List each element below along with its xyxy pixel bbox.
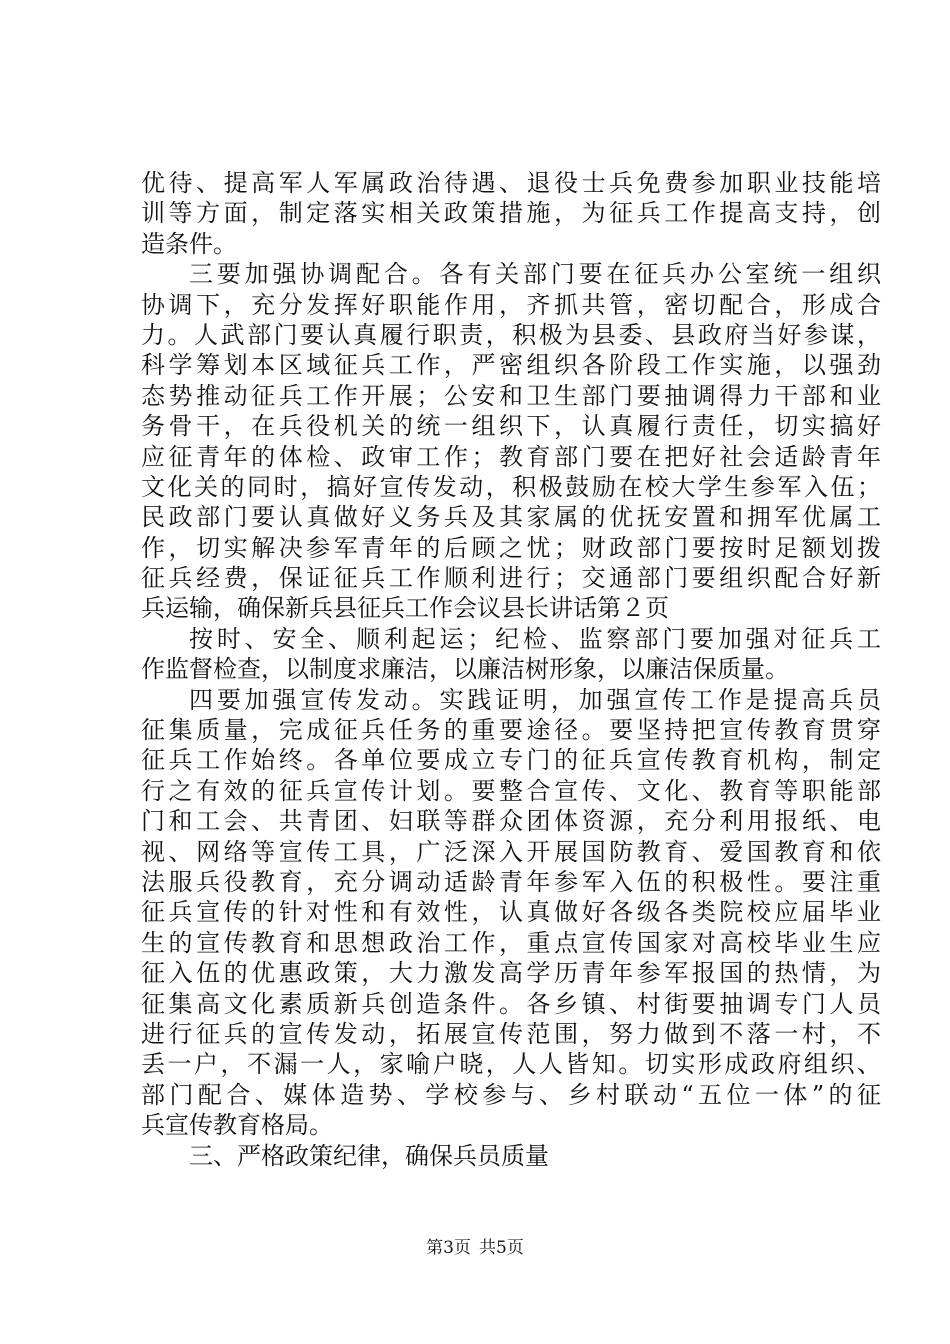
paragraph-start-line: 三要加强协调配合。各有关部门要在征兵办公室统一组织	[189, 260, 881, 289]
text-line: 科学筹划本区域征兵工作，严密组织各阶段工作实施，以强劲	[141, 351, 881, 380]
text-line: 作，切实解决参军青年的后顾之忧；财政部门要按时足额划拨	[141, 533, 881, 562]
text-line: 务骨干，在兵役机关的统一组织下，认真履行责任，切实搞好	[141, 412, 881, 441]
text-line: 征兵经费，保证征兵工作顺利进行；交通部门要组织配合好新	[141, 564, 881, 593]
text-line: 民政部门要认真做好义务兵及其家属的优抚安置和拥军优属工	[141, 503, 881, 532]
page-number: 第3页	[426, 1238, 471, 1258]
section-heading: 三、严格政策纪律，确保兵员质量	[189, 1141, 549, 1170]
text-line: 力。人武部门要认真履行职责，积极为县委、县政府当好参谋，	[141, 320, 881, 349]
text-line: 兵运输，确保新兵县征兵工作会议县长讲话第２页	[141, 594, 669, 623]
text-line: 态势推动征兵工作开展；公安和卫生部门要抽调得力干部和业	[141, 381, 881, 410]
text-line: 生的宣传教育和思想政治工作，重点宣传国家对高校毕业生应	[141, 928, 881, 957]
text-line: 征兵工作始终。各单位要成立专门的征兵宣传教育机构，制定	[141, 746, 881, 775]
text-line: 门和工会、共青团、妇联等群众团体资源，充分利用报纸、电	[141, 807, 881, 836]
text-line: 兵宣传教育格局。	[141, 1111, 333, 1140]
text-line: 协调下，充分发挥好职能作用，齐抓共管，密切配合，形成合	[141, 290, 881, 319]
text-line: 征集质量，完成征兵任务的重要途径。要坚持把宣传教育贯穿	[141, 716, 881, 745]
text-line: 征兵宣传的针对性和有效性，认真做好各级各类院校应届毕业	[141, 898, 881, 927]
text-line: 征集高文化素质新兵创造条件。各乡镇、村街要抽调专门人员	[141, 989, 881, 1018]
text-line: 进行征兵的宣传发动，拓展宣传范围，努力做到不落一村，不	[141, 1019, 881, 1048]
paragraph-start-line: 四要加强宣传发动。实践证明，加强宣传工作是提高兵员	[189, 685, 881, 714]
text-line: 行之有效的征兵宣传计划。要整合宣传、文化、教育等职能部	[141, 776, 881, 805]
text-line: 部门配合、媒体造势、学校参与、乡村联动“五位一体”的征	[141, 1080, 881, 1109]
page-total: 共5页	[479, 1238, 524, 1258]
text-line: 作监督检查，以制度求廉洁，以廉洁树形象，以廉洁保质量。	[141, 655, 789, 684]
text-line: 丢一户，不漏一人，家喻户晓，人人皆知。切实形成政府组织、	[141, 1050, 881, 1079]
text-line: 法服兵役教育，充分调动适龄青年参军入伍的积极性。要注重	[141, 867, 881, 896]
page-footer	[0, 1236, 950, 1260]
text-line: 文化关的同时，搞好宣传发动，积极鼓励在校大学生参军入伍；	[141, 472, 881, 501]
text-line: 视、网络等宣传工具，广泛深入开展国防教育、爱国教育和依	[141, 837, 881, 866]
text-line: 优待、提高军人军属政治待遇、退役士兵免费参加职业技能培	[141, 169, 881, 197]
text-line: 训等方面，制定落实相关政策措施，为征兵工作提高支持，创	[141, 199, 881, 228]
text-line: 造条件。	[141, 229, 237, 258]
text-line: 征入伍的优惠政策，大力激发高学历青年参军报国的热情，为	[141, 959, 881, 988]
document-body	[141, 168, 881, 1171]
paragraph-start-line: 按时、安全、顺利起运；纪检、监察部门要加强对征兵工	[189, 624, 881, 653]
text-line: 应征青年的体检、政审工作；教育部门要在把好社会适龄青年	[141, 442, 881, 471]
